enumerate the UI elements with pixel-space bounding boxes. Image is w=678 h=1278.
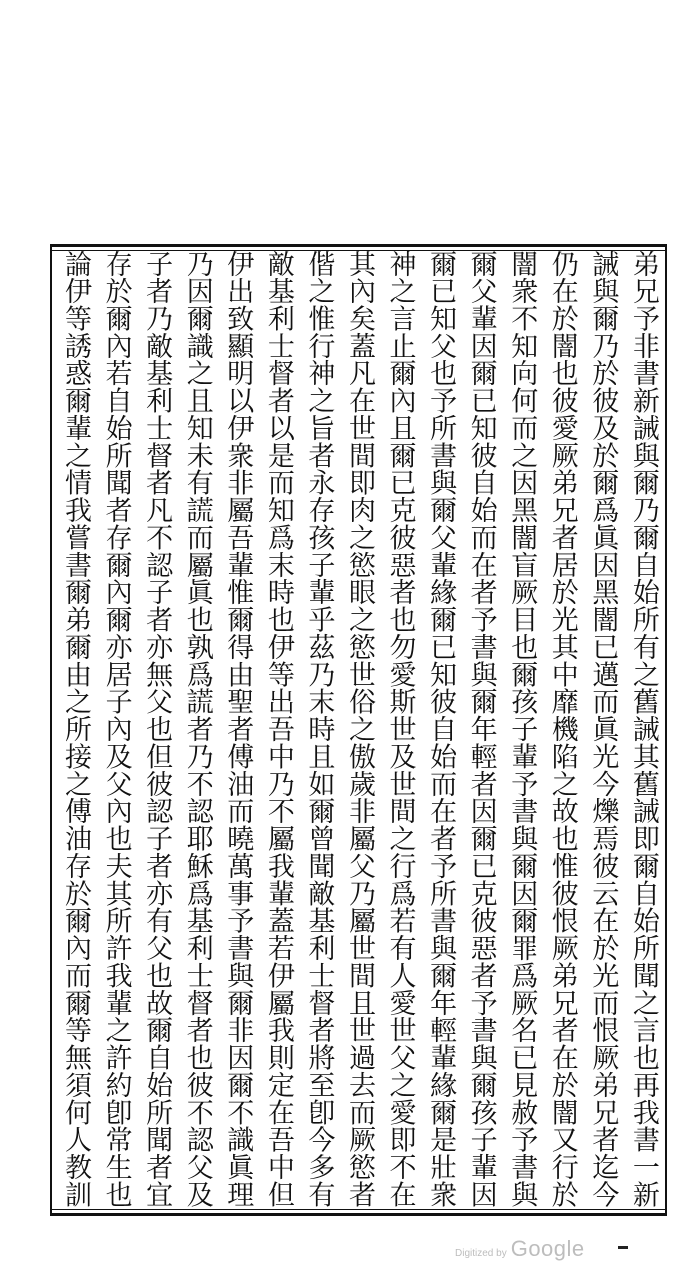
text-column-5: 爾父輩因爾已知彼自始而在者予書與爾年輕者因爾已克彼惡者予書與爾孩子輩因 — [465, 250, 497, 1208]
text-column-10: 敵基利士督者以是而知爲末時也伊等出吾中乃不屬我輩蓋若伊屬我則定在吾中但 — [262, 250, 294, 1208]
text-column-1: 弟兄予非書新誡與爾乃爾自始所有之舊誡其舊誡即爾自始所聞之言也再我書一新 — [627, 250, 659, 1208]
text-column-2: 誡與爾乃於彼及於爾爲眞因黑闇已邁而眞光今爍焉彼云在於光而恨厥弟兄者迄今 — [587, 250, 619, 1208]
text-column-13: 子者乃敵基利士督者凡不認子者亦無父也但彼認子者亦有父也故爾自始所聞者宜 — [141, 250, 173, 1208]
text-column-7: 神之言止爾內且爾已克彼惡者也勿愛斯世及世間之行爲若有人愛世父之愛即不在 — [384, 250, 416, 1208]
vertical-text-block — [56, 250, 662, 1208]
text-column-8: 其內矣蓋凡在世間即肉之慾眼之慾世俗之傲歲非屬父乃屬世間且世過去而厥慾者 — [343, 250, 375, 1208]
text-column-9: 偕之惟行神之旨者永存孩子輩乎茲乃末時且如爾曾聞敵基利士督者將至卽今多有 — [303, 250, 335, 1208]
watermark-prefix: Digitized by — [455, 1248, 507, 1259]
text-column-12: 乃因爾識之且知未有謊而屬眞也孰爲謊者乃不認耶穌爲基利士督者也彼不認父及 — [181, 250, 213, 1208]
google-logo-text: Google — [510, 1236, 585, 1261]
text-column-14: 存於爾內若自始所聞者存爾內爾亦居子內及父內也夫其所許我輩之許約卽常生也 — [100, 250, 132, 1208]
text-column-3: 仍在於闇也彼愛厥弟兄者居於光其中靡機陷之故也惟彼恨厥弟兄者在於闇又行於 — [546, 250, 578, 1208]
text-column-15: 論伊等誘惑爾輩之情我嘗書爾弟爾由之所接之傅油存於爾內而爾等無須何人教訓 — [60, 250, 91, 1208]
scan-mark — [618, 1246, 628, 1249]
text-column-6: 爾已知父也予所書與爾父輩緣爾已知彼自始而在者予所書與爾年輕輩緣爾是壯衆 — [425, 250, 457, 1208]
text-column-4: 闇衆不知向何而之因黑闇盲厥目也爾孩子輩予書與爾因爾罪爲厥名已見赦予書與 — [506, 250, 538, 1208]
inner-rule-bottom — [52, 1209, 665, 1210]
text-column-11: 伊出致顯明以伊衆非屬吾輩惟爾得由聖者傅油而曉萬事予書與爾非因爾不識眞理 — [222, 250, 254, 1208]
digitized-watermark — [455, 1236, 585, 1262]
